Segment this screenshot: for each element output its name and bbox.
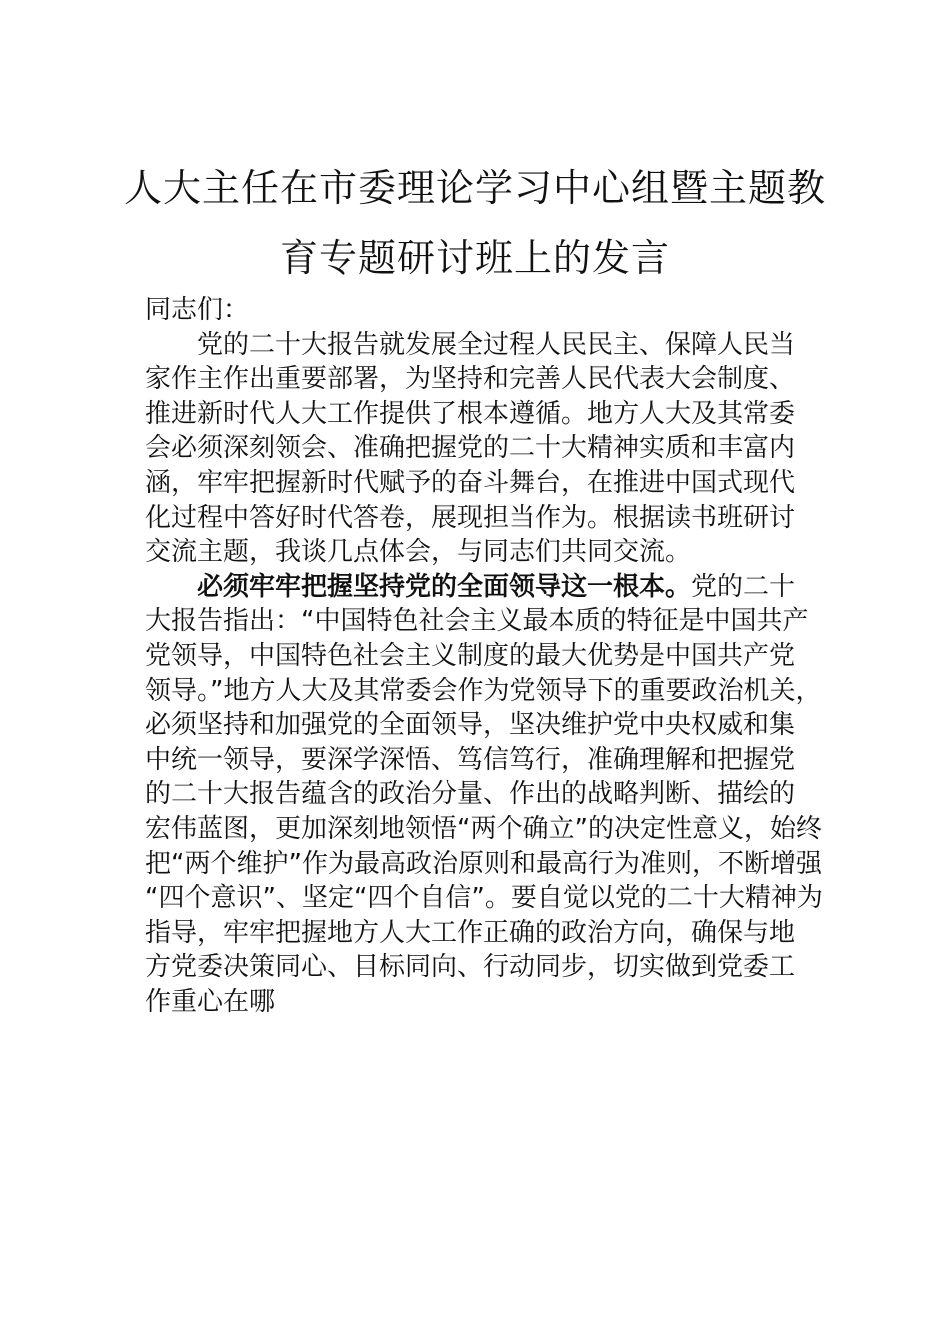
paragraph-2-bold-lead: 必须牢牢把握坚持党的全面领导这一根本。 bbox=[197, 571, 692, 602]
paragraph-2-line: 大报告指出：“中国特色社会主义最本质的特征是中国共产 bbox=[145, 606, 809, 637]
paragraph-1-line: 化过程中答好时代答卷，展现担当作为。根据读书班研讨 bbox=[145, 502, 796, 533]
paragraph-1-line: 推进新时代人大工作提供了根本遵循。地方人大及其常委 bbox=[145, 398, 796, 429]
document-body bbox=[145, 293, 835, 1019]
paragraph-2-line: 必须坚持和加强党的全面领导，坚决维护党中央权威和集 bbox=[145, 710, 796, 741]
paragraph-1-line: 涵，牢牢把握新时代赋予的奋斗舞台，在推进中国式现代 bbox=[145, 467, 796, 498]
paragraph-2-line: 宏伟蓝图，更加深刻地领悟“两个确立”的决定性意义，始终 bbox=[145, 813, 822, 844]
paragraph-2-line: 把“两个维护”作为最高政治原则和最高行为准则，不断增强 bbox=[145, 848, 822, 879]
paragraph-2-line: 的二十大报告蕴含的政治分量、作出的战略判断、描绘的 bbox=[145, 779, 796, 810]
salutation: 同志们： bbox=[145, 295, 250, 325]
paragraph-2-first-line bbox=[145, 570, 835, 605]
paragraph-1-line: 交流主题，我谈几点体会，与同志们共同交流。 bbox=[145, 537, 692, 568]
paragraph-2-line: 方党委决策同心、目标同向、行动同步，切实做到党委工 bbox=[145, 952, 796, 983]
paragraph-1-line: 家作主作出重要部署，为坚持和完善人民代表大会制度、 bbox=[145, 364, 796, 395]
paragraph-1-line: 党的二十大报告就发展全过程人民民主、保障人民当 bbox=[197, 329, 796, 360]
document-title-line-1: 人大主任在市委理论学习中心组暨主题教 bbox=[123, 166, 826, 210]
paragraph-2-line: 作重心在哪 bbox=[145, 986, 276, 1017]
paragraph-2-line: 指导，牢牢把握地方人大工作正确的政治方向，确保与地 bbox=[145, 917, 796, 948]
paragraph-2-line: 领导。”地方人大及其常委会作为党领导下的重要政治机关， bbox=[145, 675, 822, 706]
paragraph-1-line: 会必须深刻领会、准确把握党的二十大精神实质和丰富内 bbox=[145, 433, 796, 464]
paragraph-2-line: 党领导，中国特色社会主义制度的最大优势是中国共产党 bbox=[145, 640, 796, 671]
document-title-line-2: 育专题研讨班上的发言 bbox=[279, 236, 670, 280]
paragraph-2-line: 中统一领导，要深学深悟、笃信笃行，准确理解和把握党 bbox=[145, 744, 796, 775]
paragraph-2-first-line-rest: 党的二十 bbox=[691, 571, 796, 602]
paragraph-2-line: “四个意识”、坚定“四个自信”。要自觉以党的二十大精神为 bbox=[145, 883, 823, 914]
